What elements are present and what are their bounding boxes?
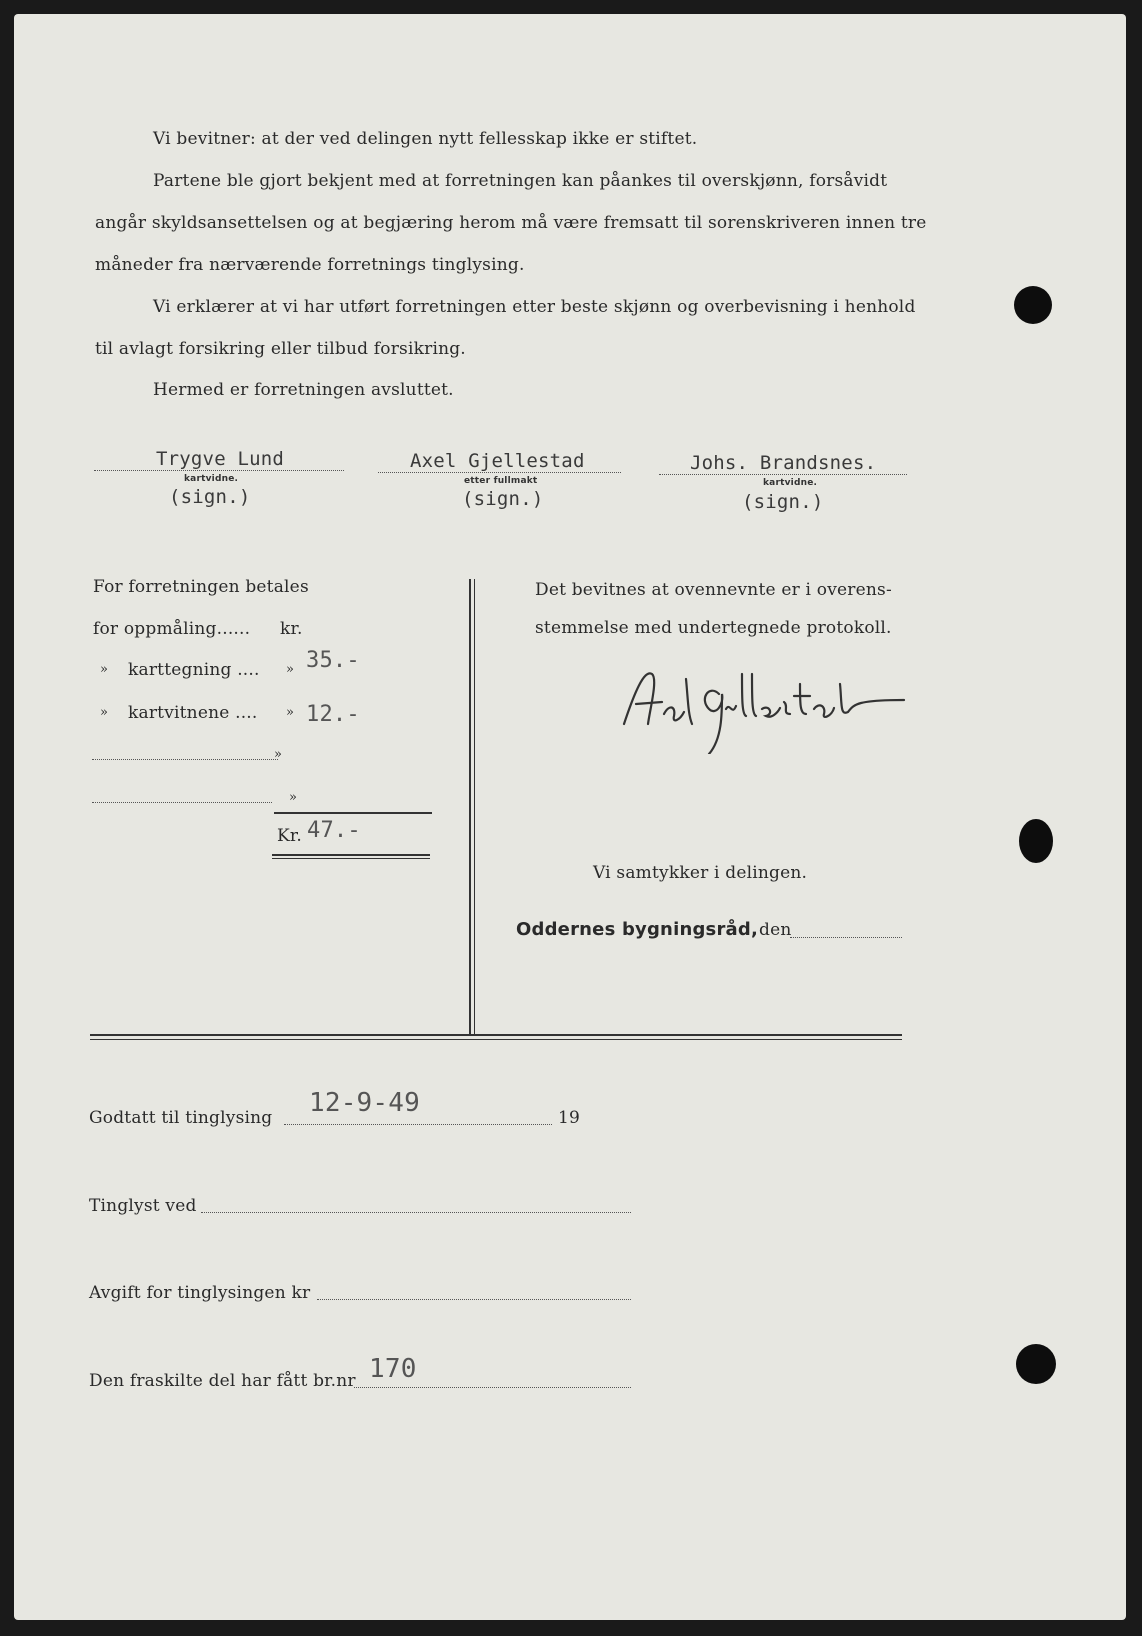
- certification-line2: stemmelse med undertegnede protokoll.: [535, 618, 892, 638]
- binder-hole-1: [1014, 286, 1052, 324]
- column-divider: [469, 579, 471, 1034]
- signature-line-1: [94, 470, 344, 471]
- statement-no-commonality: Vi bevitner: at der ved delingen nytt fellesskap ikke er stiftet.: [153, 129, 698, 149]
- signature-role-3: kartvidne.: [763, 478, 818, 488]
- document-page: [14, 14, 1126, 1620]
- cost-row-karttegning-label: karttegning ....: [128, 660, 260, 680]
- council-name: Oddernes bygningsråd,: [516, 919, 759, 940]
- signature-role-2: etter fullmakt: [464, 476, 538, 486]
- godtatt-year: 19: [558, 1108, 581, 1128]
- sum-rule-bottom-2: [272, 858, 430, 859]
- declaration-line2: til avlagt forsikring eller tilbud forsikring.: [95, 339, 466, 359]
- fraskilt-value: 170: [369, 1354, 417, 1384]
- cost-row-kartvitnene-label: kartvitnene ....: [128, 703, 258, 723]
- certification-line1: Det bevitnes at ovennevnte er i overens-: [535, 580, 892, 600]
- costs-heading: For forretningen betales: [93, 577, 309, 597]
- form-box-rule-2: [90, 1039, 902, 1040]
- fraskilt-line: [354, 1387, 631, 1388]
- ditto-mark: »: [274, 747, 283, 762]
- fraskilt-label: Den fraskilte del har fått br.nr: [89, 1371, 356, 1391]
- cost-row-oppmaling-label: for oppmåling......: [93, 619, 251, 639]
- sum-rule-top: [274, 812, 432, 814]
- council-den: den: [759, 920, 792, 940]
- ditto-mark: »: [100, 705, 109, 720]
- signature-name-1: Trygve Lund: [156, 448, 285, 470]
- binder-hole-3: [1016, 1344, 1056, 1384]
- sum-rule-bottom-1: [272, 854, 430, 856]
- cost-row-blank-1: [92, 759, 278, 760]
- signature-sign-1: (sign.): [169, 486, 251, 508]
- cost-row-blank-2: [92, 802, 272, 803]
- tinglyst-label: Tinglyst ved: [89, 1196, 197, 1216]
- godtatt-value: 12-9-49: [309, 1088, 420, 1118]
- avgift-label: Avgift for tinglysingen kr: [89, 1283, 311, 1303]
- appeal-notice-line2: angår skyldsansettelsen og at begjæring herom må være fremsatt til sorenskriveren innen tre: [95, 213, 927, 233]
- consent-statement: Vi samtykker i delingen.: [593, 863, 808, 883]
- column-divider-thin: [474, 579, 475, 1034]
- declaration-line1: Vi erklærer at vi har utført forretningen etter beste skjønn og overbevisning i henhold: [153, 297, 916, 317]
- avgift-line: [317, 1299, 631, 1300]
- binder-hole-2: [1019, 819, 1053, 863]
- cost-row-karttegning-value: 35.-: [306, 648, 360, 673]
- signature-role-1: kartvidne.: [184, 474, 239, 484]
- godtatt-label: Godtatt til tinglysing: [89, 1108, 273, 1128]
- handwritten-signature: [614, 654, 914, 754]
- form-box-rule-1: [90, 1034, 902, 1036]
- ditto-mark: »: [286, 662, 295, 677]
- ditto-mark: »: [100, 662, 109, 677]
- total-label: Kr.: [277, 826, 302, 846]
- signature-name-2: Axel Gjellestad: [410, 450, 585, 472]
- ditto-mark: »: [289, 790, 298, 805]
- signature-name-3: Johs. Brandsnes.: [690, 452, 877, 474]
- council-date-line: [790, 937, 902, 938]
- godtatt-line: [284, 1124, 552, 1125]
- closing-statement: Hermed er forretningen avsluttet.: [153, 380, 454, 400]
- appeal-notice-line1: Partene ble gjort bekjent med at forretningen kan påankes til overskjønn, forsåvidt: [153, 171, 888, 191]
- signature-sign-2: (sign.): [462, 488, 544, 510]
- signature-line-2: [378, 472, 621, 473]
- signature-line-3: [659, 474, 907, 475]
- ditto-mark: »: [286, 705, 295, 720]
- signature-sign-3: (sign.): [742, 491, 824, 513]
- total-value: 47.-: [307, 818, 361, 843]
- cost-row-oppmaling-unit: kr.: [280, 619, 303, 639]
- cost-row-kartvitnene-value: 12.-: [306, 702, 360, 727]
- tinglyst-line: [201, 1212, 631, 1213]
- appeal-notice-line3: måneder fra nærværende forretnings tinglysing.: [95, 255, 525, 275]
